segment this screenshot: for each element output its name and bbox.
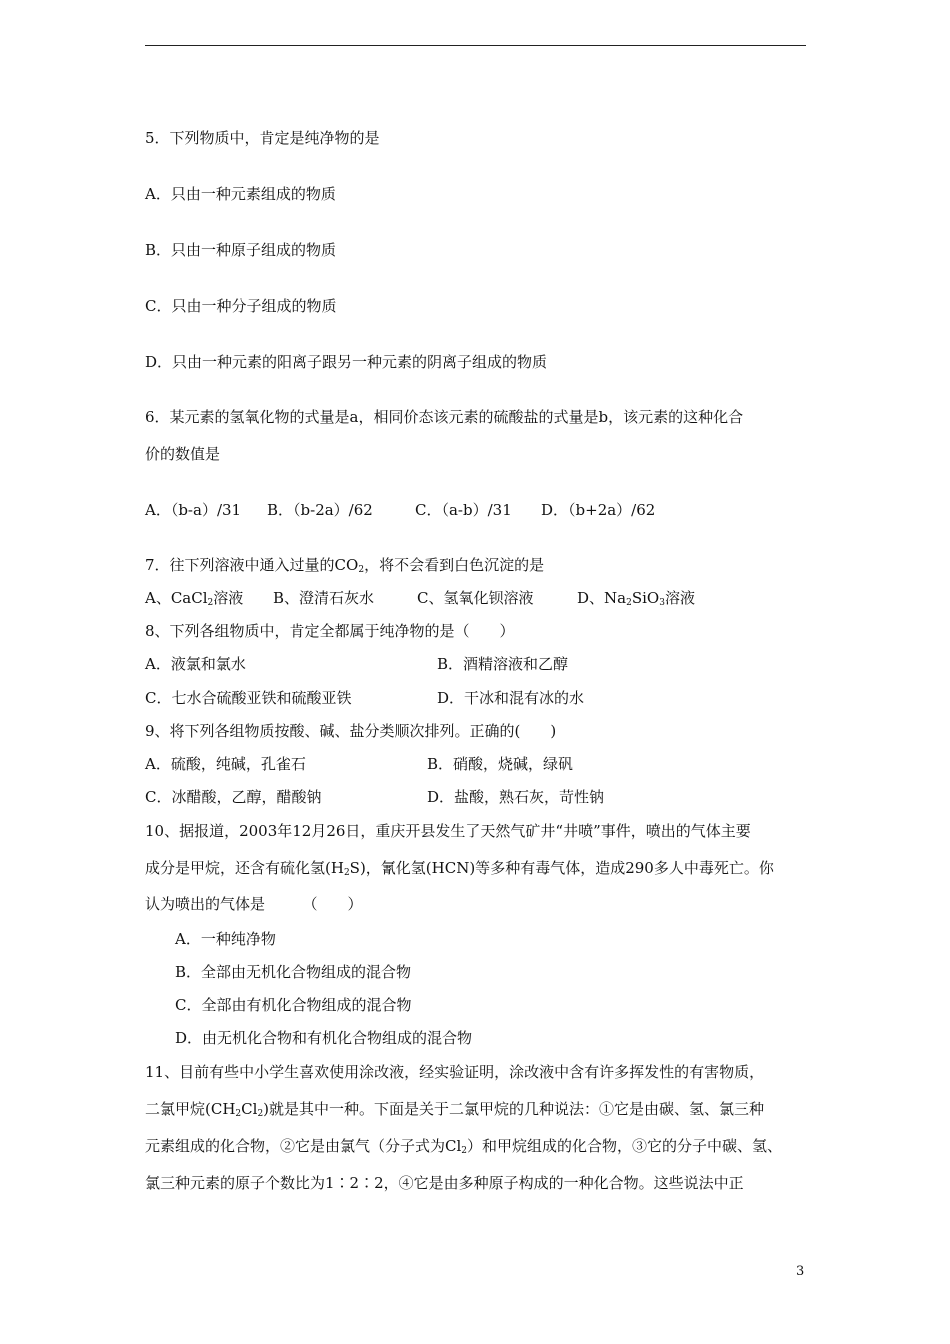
q8-option-b: B．酒精溶液和乙醇 bbox=[437, 655, 569, 673]
q10-option-c: C．全部由有机化合物组成的混合物 bbox=[175, 996, 412, 1014]
q8-option-a: A．液氯和氯水 bbox=[145, 655, 246, 673]
q9-option-d: D．盐酸，熟石灰，苛性钠 bbox=[427, 788, 605, 806]
q6-stem-line-1: 6．某元素的氢氧化物的式量是a，相同价态该元素的硫酸盐的式量是b，该元素的这种化合 bbox=[145, 408, 744, 426]
q7-option-b: B、澄清石灰水 bbox=[273, 589, 375, 607]
q8-option-c: C．七水合硫酸亚铁和硫酸亚铁 bbox=[145, 689, 352, 707]
q7-option-d: D、$Na_2SiO_3$溶液 bbox=[577, 589, 695, 608]
q11-line-1: 11、目前有些中小学生喜欢使用涂改液，经实验证明，涂改液中含有许多挥发性的有害物质， bbox=[145, 1063, 765, 1081]
q8-options-row-1 bbox=[145, 654, 568, 674]
q6-option-d: D．（b+2a）/62 bbox=[541, 501, 656, 519]
q6-option-a: A．（b-a）/31 bbox=[145, 501, 242, 519]
q6-option-b: B．（b-2a）/62 bbox=[267, 501, 373, 519]
q6-options bbox=[145, 500, 655, 520]
q6-stem-line-2: 价的数值是 bbox=[145, 445, 221, 463]
q6-option-c: C．（a-b）/31 bbox=[415, 501, 512, 519]
q5-option-d: D．只由一种元素的阳离子跟另一种元素的阴离子组成的物质 bbox=[145, 353, 548, 371]
q5-stem: 5．下列物质中，肯定是纯净物的是 bbox=[145, 129, 380, 147]
q9-options-row-2 bbox=[145, 787, 604, 807]
q9-stem: 9、将下列各组物质按酸、碱、盐分类顺次排列。正确的( ) bbox=[145, 722, 557, 740]
q9-option-c: C．冰醋酸，乙醇，醋酸钠 bbox=[145, 788, 322, 806]
q10-option-a: A．一种纯净物 bbox=[175, 930, 276, 948]
q8-option-d: D．干冰和混有冰的水 bbox=[437, 689, 585, 707]
q7-options bbox=[145, 588, 695, 608]
q7-stem: 7．往下列溶液中通入过量的$CO_2$，将不会看到白色沉淀的是 bbox=[145, 556, 545, 575]
q8-options-row-2 bbox=[145, 688, 584, 708]
q7-option-a: A、CaCl$_2$溶液 bbox=[145, 589, 244, 608]
q5-option-b: B．只由一种原子组成的物质 bbox=[145, 241, 337, 259]
q10-option-b: B．全部由无机化合物组成的混合物 bbox=[175, 963, 412, 981]
q5-option-a: A．只由一种元素组成的物质 bbox=[145, 185, 336, 203]
q9-option-b: B．硝酸，烧碱，绿矾 bbox=[427, 755, 574, 773]
q5-option-c: C．只由一种分子组成的物质 bbox=[145, 297, 337, 315]
q10-line-2: 成分是甲烷，还含有硫化氢$(H_2S)$，氰化氢(HCN)等多种有毒气体，造成290多人中毒死亡。你 bbox=[145, 859, 774, 878]
q10-line-3: 认为喷出的气体是 （ ） bbox=[145, 895, 363, 913]
q11-line-2: 二氯甲烷$(CH_2Cl_2)$就是其中一种。下面是关于二氯甲烷的几种说法：①它是由碳、氢、氯三种 bbox=[145, 1100, 765, 1119]
q9-options-row-1 bbox=[145, 754, 573, 774]
q10-line-1: 10、据报道，2003年12月26日，重庆开县发生了天然气矿井“井喷”事件，喷出的气体主要 bbox=[145, 822, 751, 840]
q11-line-4: 氯三种元素的原子个数比为1∶2∶2，④它是由多种原子构成的一种化合物。这些说法中正 bbox=[145, 1174, 744, 1192]
q9-option-a: A．硫酸，纯碱，孔雀石 bbox=[145, 755, 306, 773]
q8-stem: 8、下列各组物质中，肯定全都属于纯净物的是（ ） bbox=[145, 622, 515, 640]
page-number: 3 bbox=[796, 1264, 805, 1279]
q10-option-d: D．由无机化合物和有机化合物组成的混合物 bbox=[175, 1029, 473, 1047]
q11-line-3: 元素组成的化合物，②它是由氯气（分子式为$Cl_2$）和甲烷组成的化合物，③它的分子中碳、氢、 bbox=[145, 1137, 783, 1156]
header-rule bbox=[145, 45, 806, 46]
q7-option-c: C、氢氧化钡溶液 bbox=[417, 589, 534, 607]
